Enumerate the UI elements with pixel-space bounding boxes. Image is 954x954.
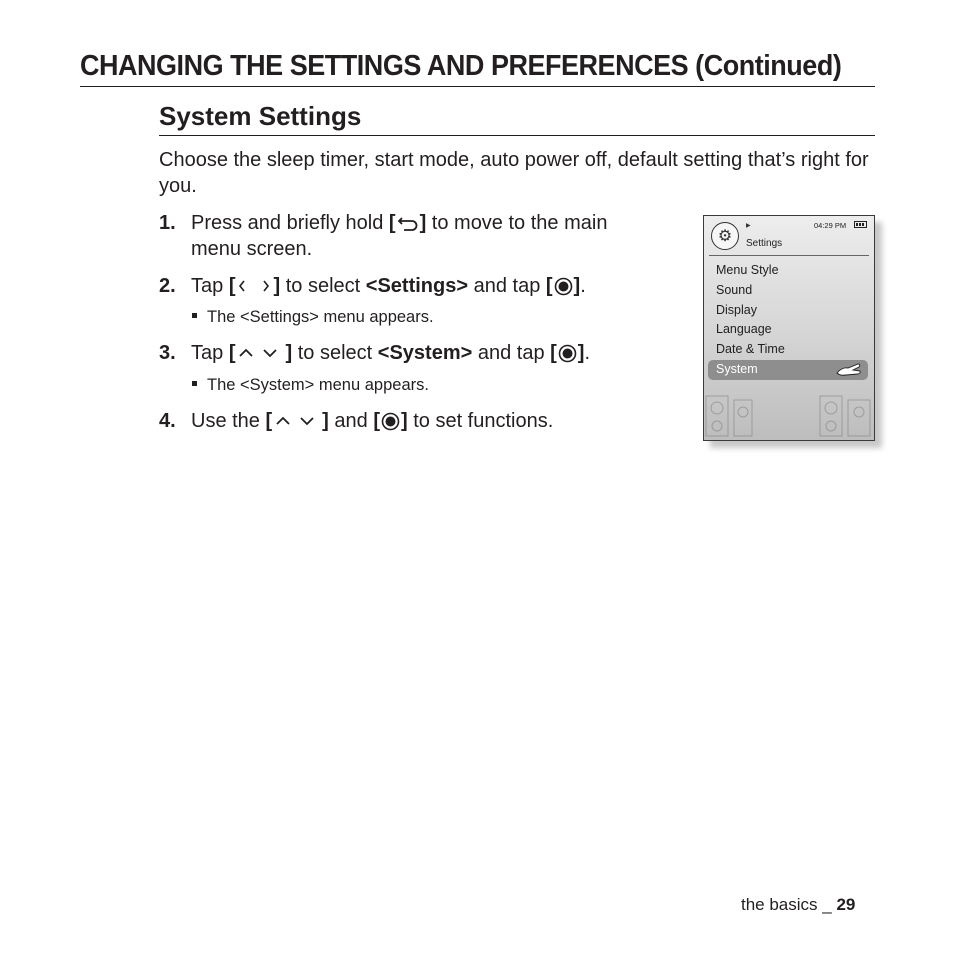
up-down-key: [ ] [228, 342, 293, 364]
section-rule [159, 135, 875, 136]
menu-item[interactable]: Language [716, 322, 772, 337]
screen-header: Settings [746, 238, 783, 249]
footer-section: the basics _ [741, 895, 837, 914]
select-circle-icon [381, 412, 400, 431]
step-text: Press and briefly hold [ ] to move to the main [191, 212, 608, 234]
background-speakers-icon [704, 386, 874, 441]
title-rule [80, 86, 875, 87]
step-number: 4. [159, 410, 176, 432]
settings-menu [708, 261, 868, 380]
clock: 04:29 PM [814, 221, 847, 230]
select-circle-icon [558, 344, 577, 363]
pointing-hand-icon [836, 362, 862, 377]
up-down-icon [273, 413, 321, 429]
menu-item-selected[interactable] [708, 360, 868, 380]
menu-item[interactable]: Sound [716, 282, 753, 297]
bullet-icon [192, 381, 197, 386]
select-key: [ ] [550, 342, 585, 364]
page-number: 29 [836, 895, 856, 914]
back-arrow-icon [397, 215, 419, 231]
step-number: 2. [159, 275, 176, 297]
step-text: Use the [ ] and [ ] to set functions. [191, 410, 554, 432]
screen-status-bar [704, 216, 874, 256]
bullet-icon [192, 313, 197, 318]
left-right-key: [ ] [228, 275, 281, 297]
page-footer [741, 895, 855, 915]
note-system: The <System> menu appears. [192, 375, 429, 395]
battery-icon [854, 221, 867, 228]
play-indicator-icon: ▶ [746, 223, 751, 229]
menu-item[interactable]: Display [716, 302, 757, 317]
device-screen [703, 215, 875, 441]
step-text: Tap [ ] to select <Settings> and tap [ ] . [191, 275, 586, 297]
up-down-key: [ ] [265, 410, 329, 432]
up-down-icon [236, 345, 284, 361]
page-title: CHANGING THE SETTINGS AND PREFERENCES (Continued) [80, 50, 842, 82]
select-key: [ ] [373, 410, 408, 432]
menu-item-label: System [716, 361, 758, 376]
step-number: 3. [159, 342, 176, 364]
select-key: [ ] [545, 275, 581, 297]
section-title: System Settings [159, 101, 362, 131]
menu-item[interactable]: Date & Time [716, 342, 785, 357]
back-key: [ ] [388, 212, 427, 234]
menu-item[interactable]: Menu Style [716, 263, 779, 277]
screen-divider [709, 255, 869, 256]
intro-text: Choose the sleep timer, start mode, auto power off, default setting that’s right for you. [159, 149, 869, 197]
select-circle-icon [554, 277, 573, 296]
left-right-icon [236, 278, 272, 294]
step-number: 1. [159, 212, 176, 234]
step-text: Tap [ ] to select <System> and tap [ ] . [191, 342, 591, 364]
settings-gear-icon: ⚙ [711, 222, 739, 250]
note-settings: The <Settings> menu appears. [192, 307, 434, 327]
